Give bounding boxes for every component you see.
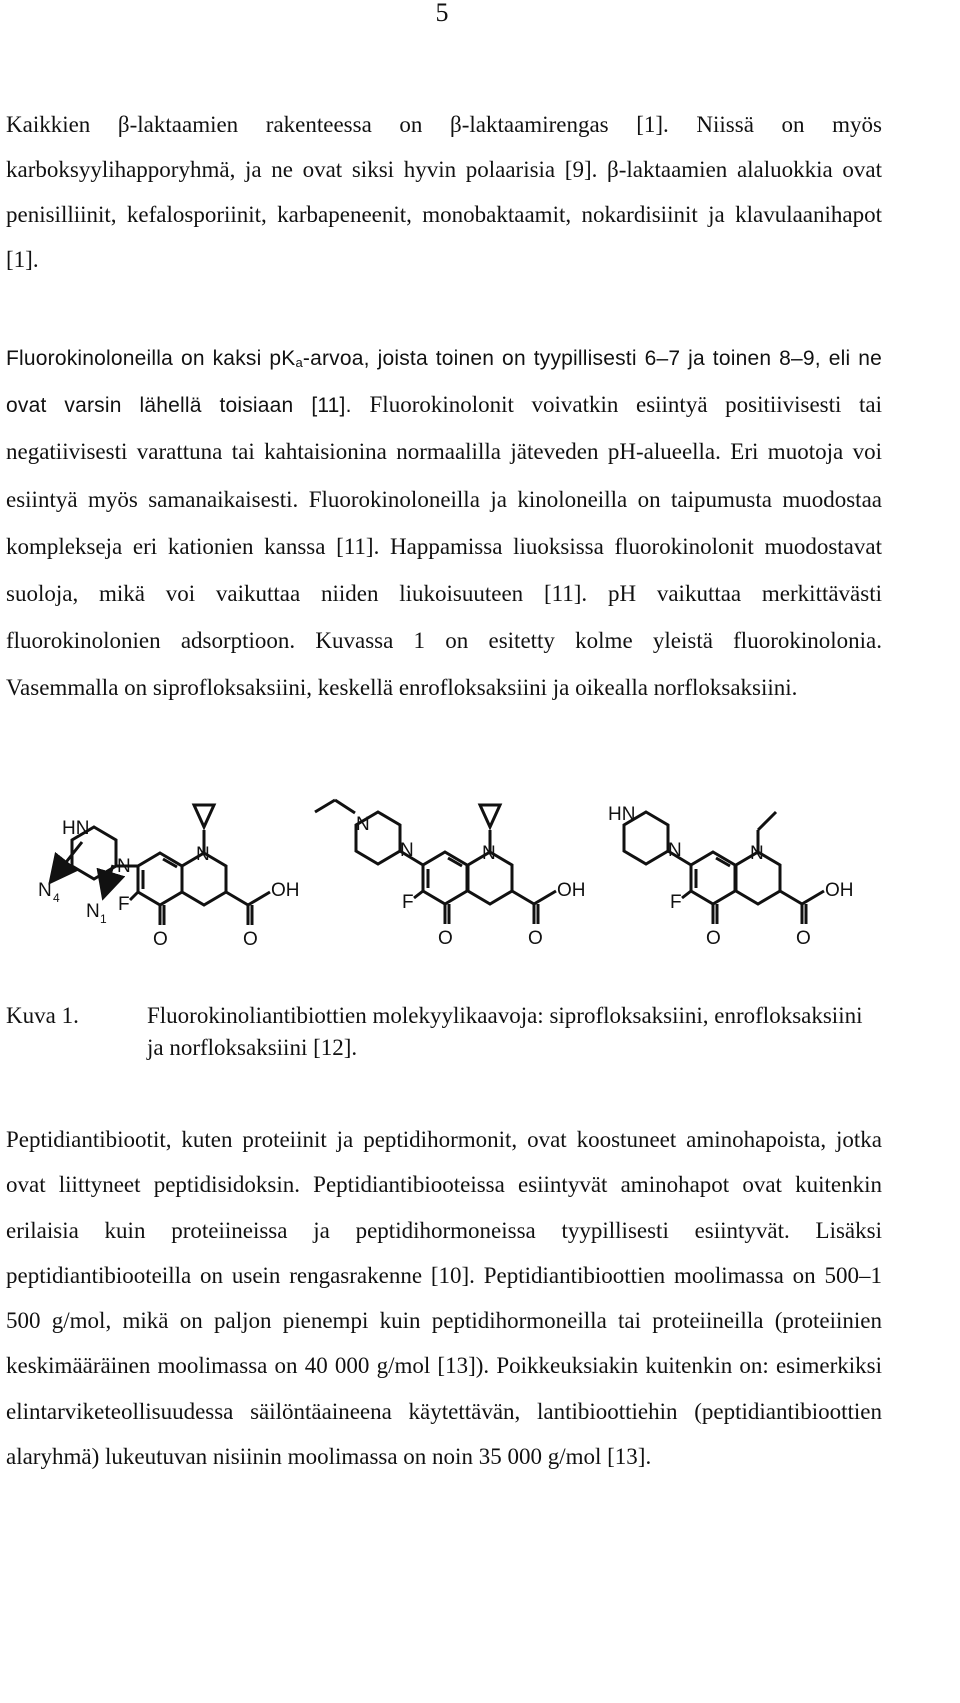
caption-text: Fluorokinoliantibiottien molekyylikaavoja: siprofloksaksiini, enrofloksaksiini ja norfloksaksiini [12]. bbox=[147, 1003, 863, 1060]
fluoroquinolone-details-text: Fluorokinolonit voivatkin esiintyä positiivisesti tai negatiivisesti varattuna tai kahtaisionina normaalilla jäteveden pH-alueella. Eri muotoja voi esiintyä myös samanaikaisesti. Fluorokinoloneilla ja kinoloneilla on taipumusta muodostaa komplekseja eri kationien kanssa [11]. Happamissa liuoksissa fluorokinolonit muodostavat suoloja, mikä voi vaikuttaa niiden liukoisuuteen [11]. pH vaikuttaa merkittävästi fluorokinolonien adsorptioon. Kuvassa 1 on esitetty kolme yleistä fluorokinolonia. Vasemmalla on siprofloksaksiini, keskellä enrofloksaksiini ja oikealla norfloksaksiini. bbox=[6, 392, 882, 701]
atom-f: F bbox=[402, 892, 414, 913]
ciprofloxacin-labels bbox=[38, 818, 300, 950]
molecular-structures-figure bbox=[0, 790, 900, 960]
paragraph-fluoroquinolones bbox=[6, 336, 882, 713]
atom-n4: N bbox=[38, 880, 52, 901]
atom-o: O bbox=[438, 928, 453, 949]
atom-n: N bbox=[196, 844, 210, 865]
atom-n: N bbox=[750, 843, 764, 864]
pka-values-text: -arvoa, joista toinen on tyypillisesti 6–7 ja toinen 8–9, eli ne ovat varsin lähellä toisiaan [11]. bbox=[6, 347, 883, 418]
atom-o: O bbox=[243, 929, 258, 950]
atom-n: N bbox=[668, 840, 682, 861]
pka-text: Fluorokinoloneilla on kaksi pK bbox=[6, 347, 296, 370]
page-number: 5 bbox=[435, 0, 449, 27]
paragraph-beta-lactams: Kaikkien β-laktaamien rakenteessa on β-laktaamirengas [1]. Niissä on myös karboksyylihapporyhmä, ja ne ovat siksi hyvin polaarisia [9]. β-laktaamien alaluokkia ovat penisilliinit, kefalosporiinit, karbapeneenit, monobaktaamit, nokardisiinit ja klavulaanihapot [1]. bbox=[6, 112, 882, 272]
caption-label: Kuva 1. bbox=[6, 1003, 79, 1028]
structures-svg bbox=[0, 790, 900, 960]
enrofloxacin-structure bbox=[315, 800, 556, 924]
atom-o: O bbox=[796, 928, 811, 949]
atom-n4-subscript: 4 bbox=[53, 891, 60, 905]
atom-o: O bbox=[153, 929, 168, 950]
atom-n: N bbox=[400, 840, 414, 861]
atom-f: F bbox=[670, 892, 682, 913]
atom-o: O bbox=[706, 928, 721, 949]
atom-n: N bbox=[482, 843, 496, 864]
atom-oh: OH bbox=[825, 880, 854, 901]
norfloxacin-labels bbox=[608, 804, 854, 949]
norfloxacin-structure bbox=[624, 812, 824, 924]
atom-o: O bbox=[528, 928, 543, 949]
atom-hn: HN bbox=[62, 818, 90, 839]
paragraph-peptide-antibiotics: Peptidiantibiootit, kuten proteiinit ja peptidihormonit, ovat koostuneet aminohapoista, jotka ovat liittyneet peptidisidoksin. Peptidiantibiooteissa esiintyvät aminohapot ovat kuitenkin erilaisia kuin proteiineissa ja peptidihormoneissa tyypillisesti esiintyvät. Lisäksi peptidiantibiooteilla on usein rengasrakenne [10]. Peptidiantibioottien moolimassa on 500–1 500 g/mol, mikä on paljon pienempi kuin peptidihormoneilla tai proteiineilla (proteiinien keskimääräinen moolimassa on 40 000 g/mol [13]). Poikkeuksiakin kuitenkin on: esimerkiksi elintarviketeollisuudessa säilöntäaineena käytettävän, lantibioottiehin (peptidiantibioottien alaryhmä) lukeutuvan nisiinin moolimassa on noin 35 000 g/mol [13]. bbox=[6, 1127, 882, 1470]
enrofloxacin-labels bbox=[356, 814, 586, 949]
atom-n1: N bbox=[86, 901, 100, 922]
pka-subscript: a bbox=[295, 354, 303, 370]
atom-n: N bbox=[356, 814, 370, 835]
atom-oh: OH bbox=[557, 880, 586, 901]
atom-f: F bbox=[118, 894, 130, 915]
atom-n: N bbox=[117, 856, 131, 877]
atom-n1-subscript: 1 bbox=[100, 912, 107, 926]
atom-oh: OH bbox=[271, 880, 300, 901]
atom-hn: HN bbox=[608, 804, 636, 825]
